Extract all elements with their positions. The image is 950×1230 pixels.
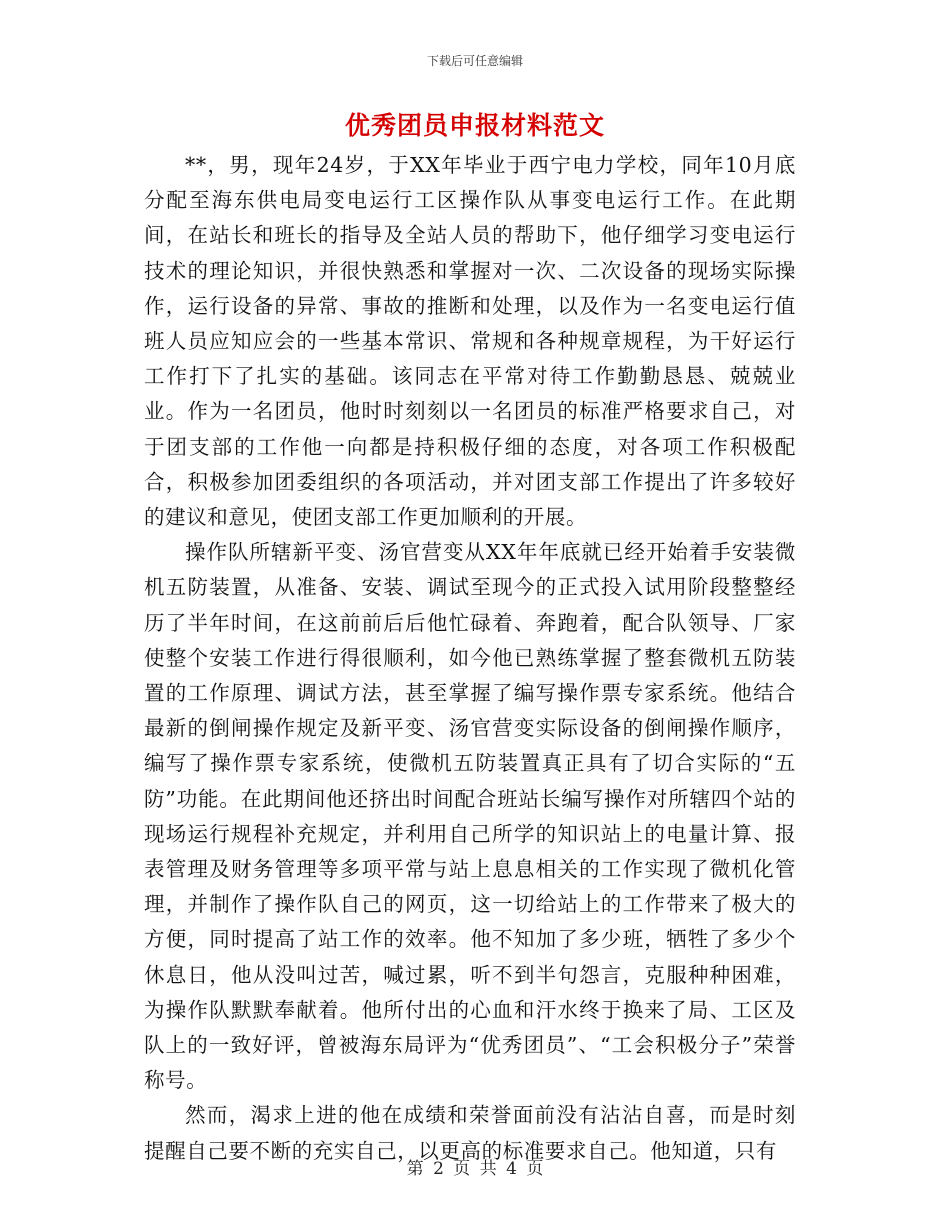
paragraph: 操作队所辖新平变、汤官营变从XX年年底就已经开始着手安装微机五防装置，从准备、安装、调试至现今的正式投入试用阶段整整经历了半年时间，在这前前后后他忙碌着、奔跑着，配合队领导、厂家使整个安装工作进行得很顺利，如今他已熟练掌握了整套微机五防装置的工作原理、调试方法，甚至掌握了编写操作票专家系统。他结合最新的倒闸操作规定及新平变、汤官营变实际设备的倒闸操作顺序，编写了操作票专家系统，使微机五防装置真正具有了切合实际的“五防”功能。在此期间他还挤出时间配合班站长编写操作对所辖四个站的现场运行规程补充规定，并利用自己所学的知识站上的电量计算、报表管理及财务管理等多项平常与站上息息相关的工作实现了微机化管理，并制作了操作队自己的网页，这一切给站上的工作带来了极大的方便，同时提高了站工作的效率。他不知加了多少班，牺牲了多少个休息日，他从没叫过苦，喊过累，听不到半句怨言，克服种种困难，为操作队默默奉献着。他所付出的心血和汗水终于换来了局、工区及队上的一致好评，曾被海东局评为“优秀团员”、“工会积极分子”荣誉称号。 bbox=[144, 540, 796, 1093]
paragraph: 然而，渴求上进的他在成绩和荣誉面前没有沾沾自喜，而是时刻提醒自己要不断的充实自己，以更高的标准要求自己。他知道，只有 bbox=[144, 1103, 796, 1163]
paragraph: **，男，现年24岁，于XX年毕业于西宁电力学校，同年10月底分配至海东供电局变电运行工区操作队从事变电运行工作。在此期间，在站长和班长的指导及全站人员的帮助下，他仔细学习变电运行技术的理论知识，并很快熟悉和掌握对一次、二次设备的现场实际操作，运行设备的异常、事故的推断和处理，以及作为一名变电运行值班人员应知应会的一些基本常识、常规和各种规章规程，为干好运行工作打下了扎实的基础。该同志在平常对待工作勤勤恳恳、兢兢业业。作为一名团员，他时时刻刻以一名团员的标准严格要求自己，对于团支部的工作他一向都是持积极仔细的态度，对各项工作积极配合，积极参加团委组织的各项活动，并对团支部工作提出了许多较好的建议和意见，使团支部工作更加顺利的开展。 bbox=[144, 153, 796, 530]
header-note: 下载后可任意编辑 bbox=[426, 54, 523, 68]
document-title: 优秀团员申报材料范文 bbox=[344, 111, 605, 140]
page-number-footer: 第 2 页 共 4 页 bbox=[406, 1159, 544, 1179]
document-body bbox=[144, 148, 796, 1169]
